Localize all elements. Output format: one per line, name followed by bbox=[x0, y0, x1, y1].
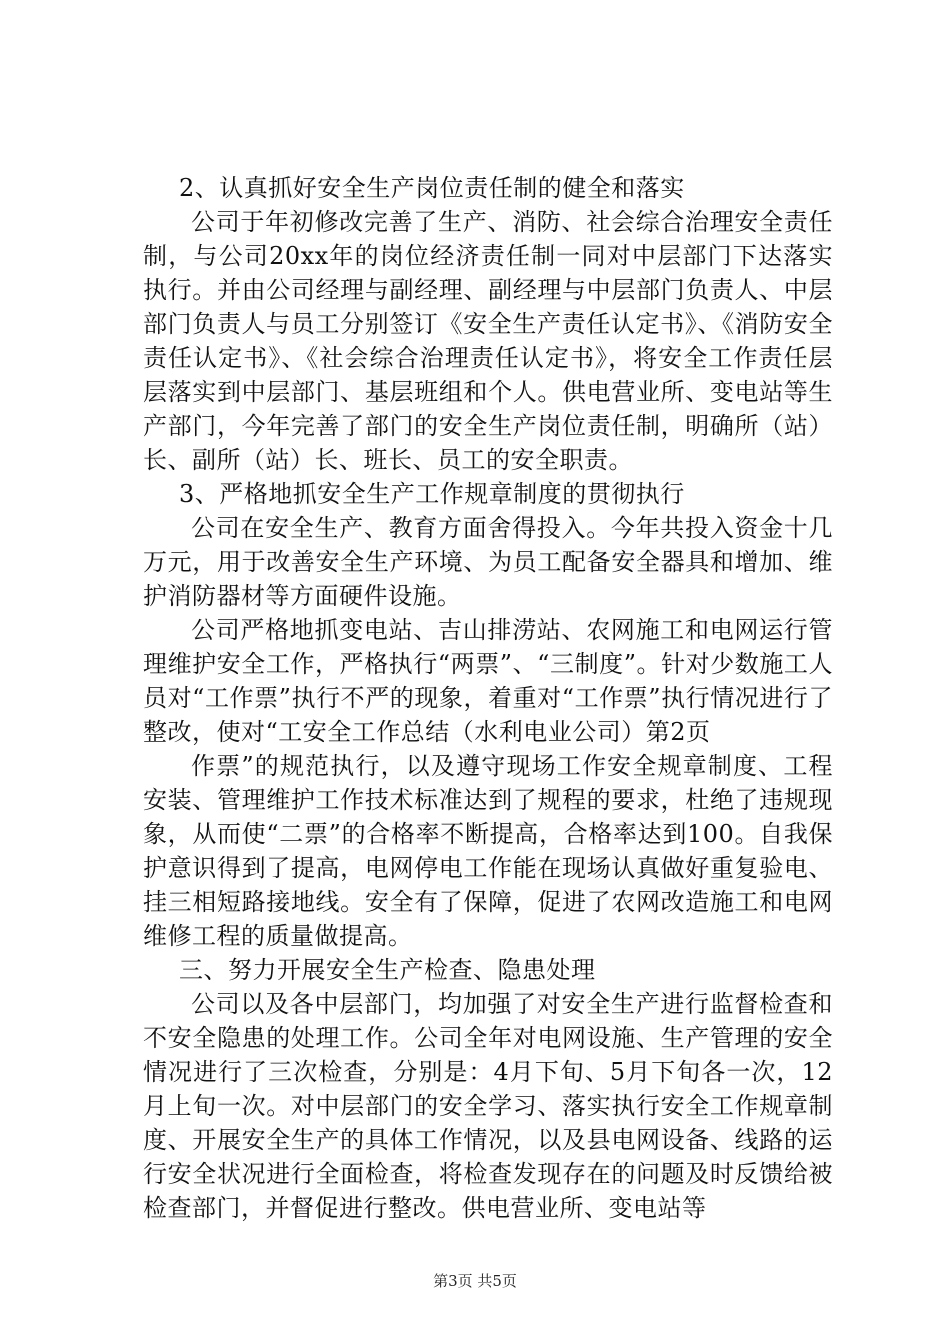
body-paragraph: 公司在安全生产、教育方面舍得投入。今年共投入资金十几万元，用于改善安全生产环境、为员工配备安全器具和增加、维护消防器材等方面硬件设施。 bbox=[143, 514, 833, 610]
body-paragraph: 公司以及各中层部门，均加强了对安全生产进行监督检查和不安全隐患的处理工作。公司全年对电网设施、生产管理的安全情况进行了三次检查，分别是：4月下旬、5月下旬各一次，12月上旬一次。对中层部门的安全学习、落实执行安全工作规章制度、开展安全生产的具体工作情况，以及县电网设备、线路的运行安全状况进行全面检查，将检查发现存在的问题及时反馈给被检查部门，并督促进行整改。供电营业所、变电站等 bbox=[143, 990, 833, 1222]
body-paragraph: 公司于年初修改完善了生产、消防、社会综合治理安全责任制，与公司20xx年的岗位经济责任制一同对中层部门下达落实执行。并由公司经理与副经理、副经理与中层部门负责人、中层部门负责人与员工分别签订《安全生产责任认定书》、《消防安全责任认定书》、《社会综合治理责任认定书》，将安全工作责任层层落实到中层部门、基层班组和个人。供电营业所、变电站等生产部门，今年完善了部门的安全生产岗位责任制，明确所（站）长、副所（站）长、班长、员工的安全职责。 bbox=[143, 208, 833, 474]
document-body bbox=[143, 171, 833, 1225]
page-footer: 第3页 共5页 bbox=[433, 1272, 517, 1290]
body-paragraph: 作票”的规范执行，以及遵守现场工作安全规章制度、工程安装、管理维护工作技术标准达到了规程的要求，杜绝了违规现象，从而使“二票”的合格率不断提高，合格率达到100。自我保护意识得到了提高，电网停电工作能在现场认真做好重复验电、挂三相短路接地线。安全有了保障，促进了农网改造施工和电网维修工程的质量做提高。 bbox=[143, 752, 833, 950]
section-heading: 三、努力开展安全生产检查、隐患处理 bbox=[179, 956, 596, 984]
body-paragraph: 公司严格地抓变电站、吉山排涝站、农网施工和电网运行管理维护安全工作，严格执行“两票”、“三制度”。针对少数施工人员对“工作票”执行不严的现象，着重对“工作票”执行情况进行了整改，使对“工安全工作总结（水利电业公司）第2页 bbox=[143, 616, 833, 746]
section-heading: 3、严格地抓安全生产工作规章制度的贯彻执行 bbox=[179, 480, 685, 508]
section-heading: 2、认真抓好安全生产岗位责任制的健全和落实 bbox=[179, 174, 685, 202]
